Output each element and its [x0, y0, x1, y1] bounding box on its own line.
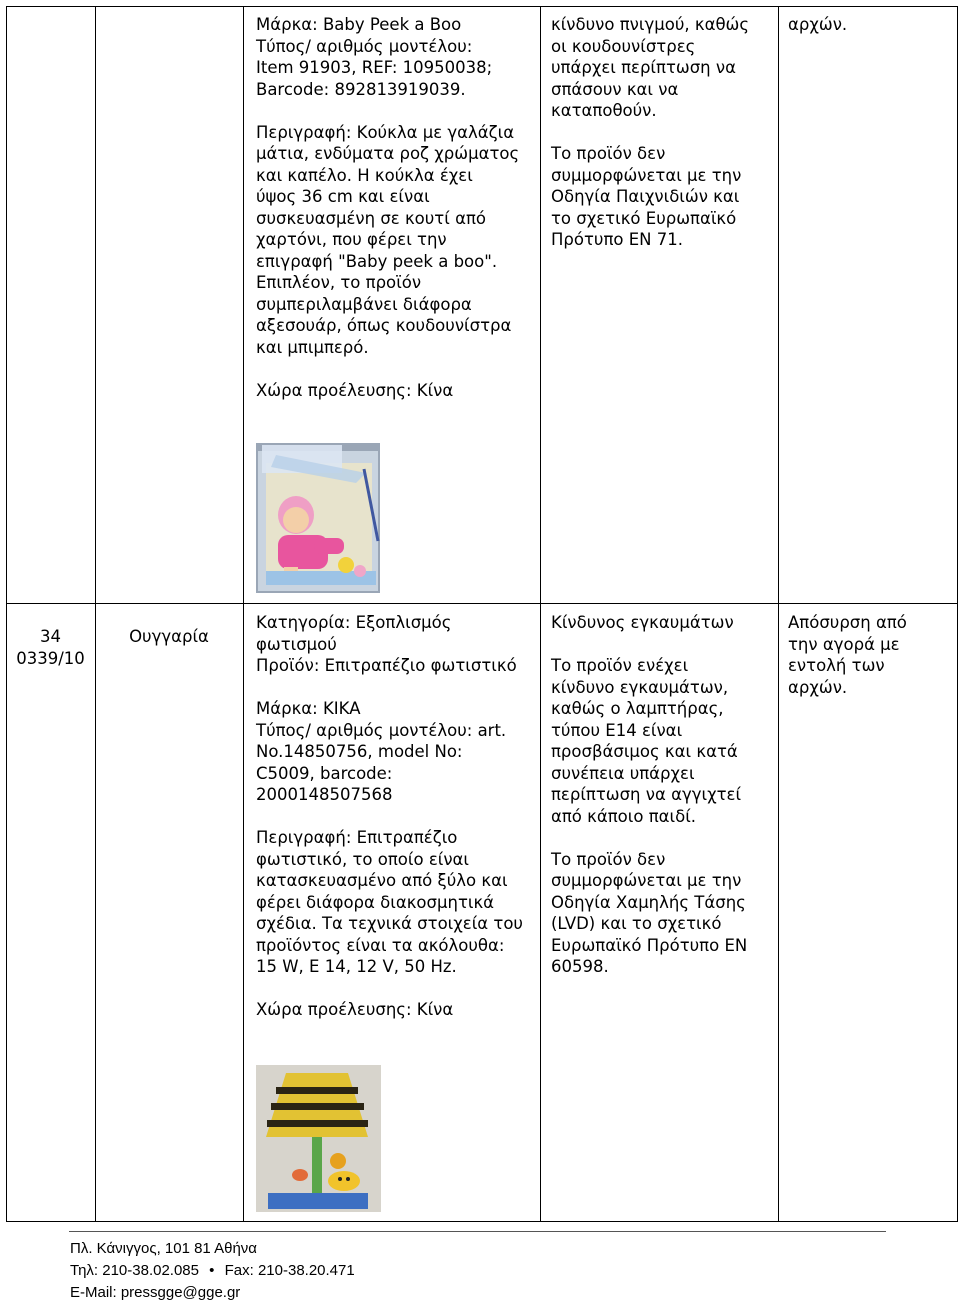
- lamp-product-photo: [256, 1065, 381, 1212]
- description-line: φέρει διάφορα διακοσμητικά: [256, 892, 495, 912]
- risk-line: κίνδυνο πνιγμού, καθώς: [551, 15, 750, 34]
- description-line: επιγραφή "Baby peek a boo".: [256, 251, 498, 271]
- risk-title: Κίνδυνος εγκαυμάτων: [551, 613, 734, 632]
- measure-line: Απόσυρση από: [788, 613, 907, 632]
- description-line: και μπιμπερό.: [256, 337, 369, 357]
- description-line: φωτιστικό, το οποίο είναι: [256, 849, 470, 869]
- model-line: No.14850756, model No:: [256, 742, 463, 761]
- risk-line: από κάποιο παιδί.: [551, 806, 697, 826]
- row1-measures: αρχών.: [788, 15, 848, 34]
- compliance-line: συμμορφώνεται με την: [551, 871, 742, 890]
- category-line: Κατηγορία: Εξοπλισμός: [256, 613, 452, 632]
- bullet-icon: •: [209, 1262, 215, 1279]
- compliance-line: Οδηγία Παιχνιδιών και: [551, 187, 740, 206]
- risk-line: προσβάσιμος και κατά: [551, 742, 738, 761]
- brand: Μάρκα: KIKA: [256, 699, 361, 718]
- barcode: Barcode: 892813919039.: [256, 79, 466, 99]
- risk-line: υπάρχει περίπτωση να: [551, 58, 736, 77]
- model-line: C5009, barcode:: [256, 763, 393, 783]
- risk-line: οι κουδουνίστρες: [551, 36, 696, 56]
- footer-email[interactable]: E-Mail: pressgge@gge.gr: [70, 1284, 241, 1301]
- footer-phone-fax: [70, 1260, 355, 1282]
- compliance-line: το σχετικό Ευρωπαϊκό: [551, 208, 737, 228]
- risk-line: καθώς ο λαμπτήρας,: [551, 699, 724, 718]
- description-line: Περιγραφή: Κούκλα με γαλάζια: [256, 122, 515, 142]
- compliance-line: Οδηγία Χαμηλής Τάσης: [551, 892, 746, 912]
- description-line: και καπέλο. Η κούκλα έχει: [256, 165, 473, 185]
- model-line: Τύπος/ αριθμός μοντέλου: art.: [256, 720, 507, 740]
- brand: Μάρκα: Baby Peek a Boo: [256, 15, 462, 34]
- risk-line: καταποθούν.: [551, 101, 657, 120]
- row1-details: [256, 14, 519, 401]
- origin: Χώρα προέλευσης: Κίνα: [256, 1000, 454, 1019]
- measure-line: την αγορά με: [788, 634, 900, 654]
- model-value: Item 91903, REF: 10950038;: [256, 58, 493, 77]
- compliance-line: Ευρωπαϊκό Πρότυπο ΕΝ: [551, 935, 748, 955]
- model-line: 2000148507568: [256, 785, 393, 804]
- risk-line: τύπου Ε14 είναι: [551, 720, 683, 740]
- footer-fax: Fax: 210-38.20.471: [224, 1262, 355, 1279]
- description-line: συμπεριλαμβάνει διάφορα: [256, 294, 472, 314]
- description-line: 15 W, E 14, 12 V, 50 Hz.: [256, 957, 457, 976]
- product: Προϊόν: Επιτραπέζιο φωτιστικό: [256, 656, 517, 675]
- footer-rule: [69, 1231, 886, 1232]
- footer: [70, 1238, 355, 1304]
- compliance-line: (LVD) και το σχετικό: [551, 914, 722, 933]
- row2-country: Ουγγαρία: [129, 627, 209, 646]
- footer-phone: Τηλ: 210-38.02.085: [70, 1262, 199, 1279]
- row2-id: [6, 626, 95, 669]
- entry-number: 34: [40, 627, 61, 646]
- origin: Χώρα προέλευσης: Κίνα: [256, 380, 454, 400]
- description-line: Περιγραφή: Επιτραπέζιο: [256, 828, 458, 847]
- compliance-line: Το προϊόν δεν: [551, 849, 666, 869]
- measure-line: εντολή των: [788, 656, 885, 675]
- risk-line: Το προϊόν ενέχει: [551, 656, 689, 675]
- compliance-line: 60598.: [551, 957, 609, 976]
- compliance-line: συμμορφώνεται με την: [551, 165, 742, 185]
- risk-line: σπάσουν και να: [551, 79, 679, 99]
- row2-measures: [788, 612, 907, 698]
- description-line: προϊόντος είναι τα ακόλουθα:: [256, 935, 505, 955]
- risk-line: κίνδυνο εγκαυμάτων,: [551, 677, 729, 697]
- row2-details: [256, 612, 523, 1021]
- doll-product-photo: [256, 443, 380, 593]
- description-line: χαρτόνι, που φέρει την: [256, 230, 447, 249]
- risk-line: περίπτωση να αγγιχτεί: [551, 785, 742, 804]
- description-line: συσκευασμένη σε κουτί από: [256, 208, 486, 228]
- compliance-line: Το προϊόν δεν: [551, 144, 666, 163]
- row2-risk: [551, 612, 747, 978]
- model-label: Τύπος/ αριθμός μοντέλου:: [256, 36, 473, 56]
- description-line: Επιπλέον, το προϊόν: [256, 273, 422, 292]
- description-line: σχέδια. Τα τεχνικά στοιχεία του: [256, 914, 523, 933]
- risk-line: συνέπεια υπάρχει: [551, 763, 695, 783]
- description-line: αξεσουάρ, όπως κουδουνίστρα: [256, 316, 512, 335]
- entry-reference: 0339/10: [16, 648, 85, 668]
- description-line: ύψος 36 cm και είναι: [256, 187, 430, 206]
- footer-address: Πλ. Κάνιγγος, 101 81 Αθήνα: [70, 1240, 257, 1257]
- description-line: κατασκευασμένο από ξύλο και: [256, 871, 508, 890]
- compliance-line: Πρότυπο ΕΝ 71.: [551, 230, 683, 249]
- measure-line: αρχών.: [788, 677, 848, 697]
- category-line: φωτισμού: [256, 634, 337, 654]
- description-line: μάτια, ενδύματα ροζ χρώματος: [256, 144, 520, 163]
- row1-risk: [551, 14, 749, 251]
